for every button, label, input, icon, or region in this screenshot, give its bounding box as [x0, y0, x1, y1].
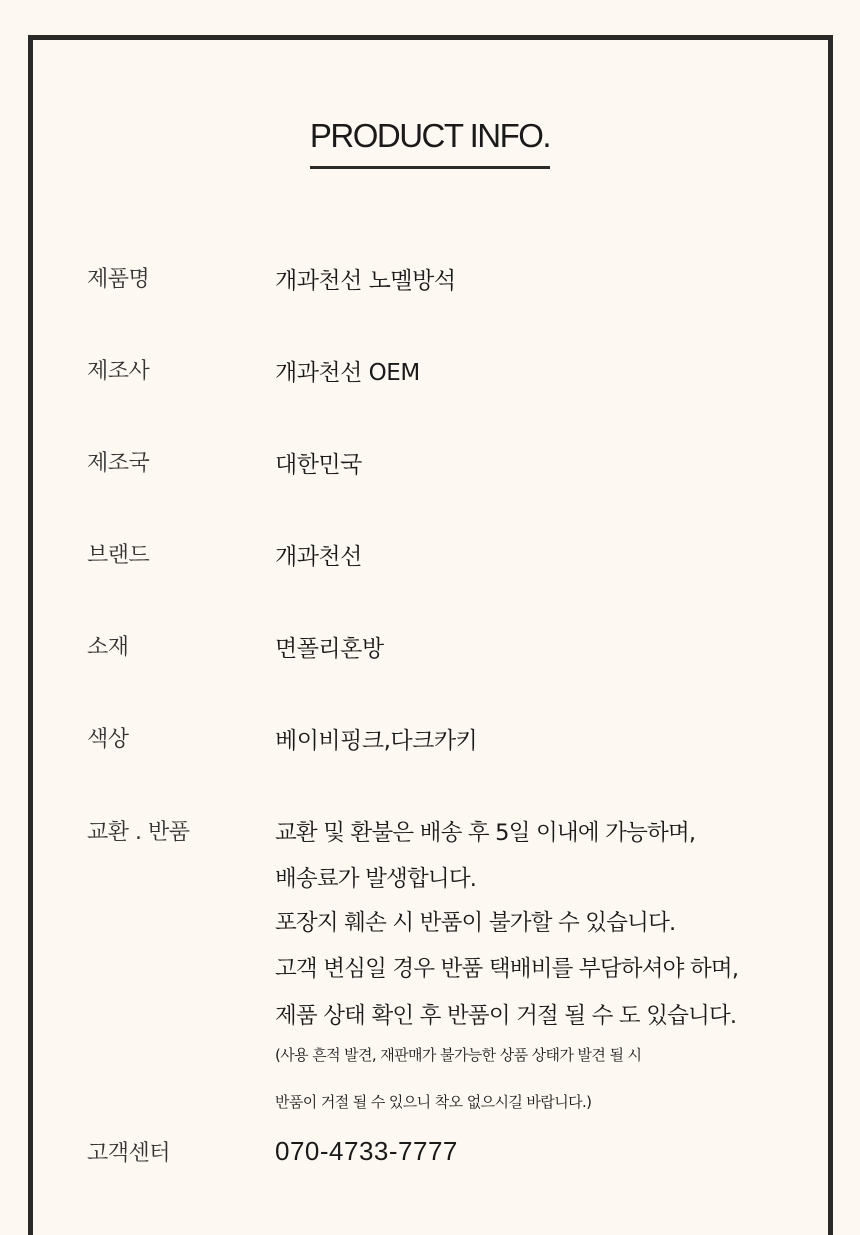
exchange-line: 배송료가 발생합니다.	[275, 866, 477, 892]
exchange-label: 교환 . 반품	[87, 820, 190, 845]
row-label: 소재	[87, 635, 129, 660]
row-value: 개과천선 노멜방석	[275, 268, 456, 294]
exchange-line: 제품 상태 확인 후 반품이 거절 될 수 도 있습니다.	[275, 1003, 737, 1029]
row-value: 개과천선 OEM	[275, 360, 420, 386]
row-label: 브랜드	[87, 543, 150, 568]
row-label: 제조국	[87, 451, 150, 476]
customer-center-phone: 070-4733-7777	[275, 1136, 458, 1166]
row-value: 베이비핑크,다크카키	[275, 728, 478, 754]
title-wrap	[0, 118, 860, 169]
row-value: 면폴리혼방	[275, 636, 384, 662]
row-value: 대한민국	[275, 452, 362, 478]
page-title: PRODUCT INFO.	[310, 118, 550, 169]
exchange-line: 고객 변심일 경우 반품 택배비를 부담하셔야 하며,	[275, 956, 739, 982]
row-label: 제조사	[87, 359, 150, 384]
customer-center-label: 고객센터	[87, 1141, 171, 1166]
row-label: 제품명	[87, 267, 150, 292]
exchange-note: 반품이 거절 될 수 있으니 착오 없으시길 바랍니다.)	[275, 1093, 592, 1111]
exchange-note: (사용 흔적 발견, 재판매가 불가능한 상품 상태가 발견 될 시	[275, 1046, 642, 1064]
exchange-line: 포장지 훼손 시 반품이 불가할 수 있습니다.	[275, 910, 676, 936]
row-label: 색상	[87, 727, 129, 752]
exchange-line: 교환 및 환불은 배송 후 5일 이내에 가능하며,	[275, 820, 696, 846]
row-value: 개과천선	[275, 544, 362, 570]
